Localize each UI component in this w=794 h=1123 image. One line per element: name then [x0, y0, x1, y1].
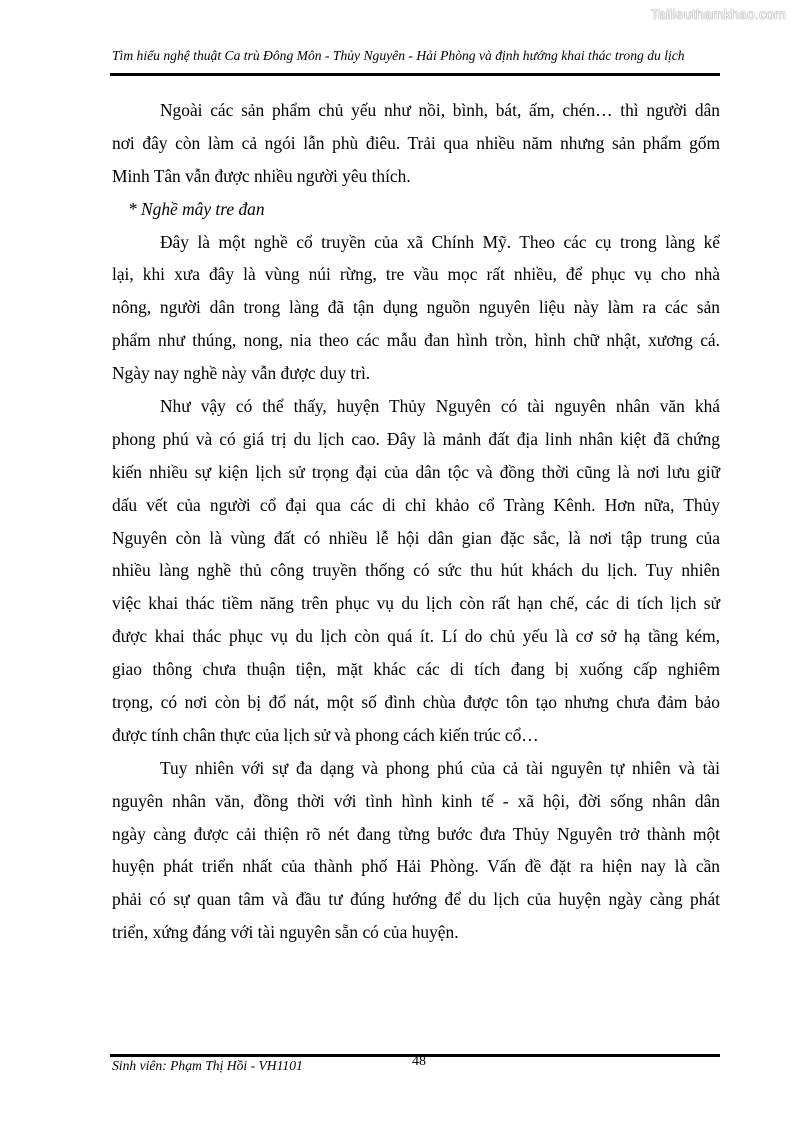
document-body	[112, 94, 720, 949]
paragraph	[112, 94, 720, 193]
text-line: Minh Tân vẫn được nhiều người yêu thích.	[112, 165, 411, 186]
text-line: dấu vết của người cổ đại qua các di chỉ khảo cổ Tràng Kênh. Hơn nữa, Thủy	[112, 494, 720, 515]
text-line: nguyên nhân văn, đồng thời với tình hình kinh tế - xã hội, đời sống nhân dân	[112, 790, 720, 811]
running-header: Tìm hiểu nghệ thuật Ca trù Đông Môn - Thủy Nguyên - Hải Phòng và định hướng khai thác trong du lịch	[112, 48, 685, 63]
page-number: 48	[412, 1054, 426, 1069]
text-line: huyện phát triển nhất của thành phố Hải Phòng. Vấn đề đặt ra hiện nay là cần	[112, 856, 720, 877]
text-line: được tính chân thực của lịch sử và phong cách kiến trúc cổ…	[112, 724, 539, 745]
text-line: được khai thác phục vụ du lịch còn quá ít. Lí do chủ yếu là cơ sở hạ tầng kém,	[112, 626, 720, 647]
text-line: việc khai thác tiềm năng trên phục vụ du lịch còn rất hạn chế, các di tích lịch sử	[112, 593, 720, 614]
text-line: nơi đây còn làm cả ngói lẫn phù điêu. Trải qua nhiều năm nhưng sản phẩm gốm	[112, 132, 720, 153]
text-line: nông, người dân trong làng đã tận dụng nguồn nguyên liệu này làm ra các sản	[112, 297, 720, 318]
text-line: trọng, có nơi còn bị đổ nát, một số đình chùa được tôn tạo nhưng chưa đảm bảo	[112, 692, 720, 713]
text-line: nhiều làng nghề thủ công truyền thống có sức thu hút khách du lịch. Tuy nhiên	[112, 560, 720, 581]
text-line: Đây là một nghề cổ truyền của xã Chính Mỹ. Theo các cụ trong làng kể	[160, 231, 720, 252]
text-line: triển, xứng đáng với tài nguyên sẵn có của huyện.	[112, 922, 459, 943]
text-line: ngày càng được cải thiện rõ nét đang từng bước đưa Thủy Nguyên trở thành một	[112, 823, 720, 844]
header-rule	[110, 73, 720, 76]
text-line: Ngày nay nghề này vẫn được duy trì.	[112, 363, 371, 384]
text-line: kiến nhiều sự kiện lịch sử trọng đại của dân tộc và đồng thời cũng là nơi lưu giữ	[112, 461, 720, 482]
text-line: Tuy nhiên với sự đa dạng và phong phú của cả tài nguyên tự nhiên và tài	[160, 757, 720, 778]
text-line: phong phú và có giá trị du lịch cao. Đây là mảnh đất địa linh nhân kiệt đã chứng	[112, 428, 720, 449]
text-line: Nguyên còn là vùng đất có nhiều lễ hội dân gian đặc sắc, là nơi tập trung của	[112, 527, 720, 548]
paragraph	[112, 226, 720, 390]
text-line: phẩm như thúng, nong, nia theo các mẫu đan hình tròn, hình chữ nhật, xương cá.	[112, 330, 720, 351]
text-line: Ngoài các sản phẩm chủ yếu như nồi, bình, bát, ấm, chén… thì người dân	[160, 100, 720, 120]
paragraph	[112, 390, 720, 752]
text-line: phải có sự quan tâm và đầu tư đúng hướng để du lịch của huyện ngày càng phát	[112, 889, 720, 910]
section-heading: * Nghề mây tre đan	[128, 198, 265, 219]
paragraph	[112, 752, 720, 949]
text-line: lại, khi xưa đây là vùng núi rừng, tre vầu mọc rất nhiều, để phục vụ cho nhà	[112, 264, 720, 285]
watermark: Tailieuthamkhao.com	[650, 6, 786, 22]
text-line: Như vậy có thể thấy, huyện Thủy Nguyên có tài nguyên nhân văn khá	[160, 396, 720, 417]
footer-author: Sinh viên: Phạm Thị Hồi - VH1101	[112, 1058, 303, 1073]
text-line: giao thông chưa thuận tiện, mặt khác các di tích đang bị xuống cấp nghiêm	[112, 659, 720, 680]
